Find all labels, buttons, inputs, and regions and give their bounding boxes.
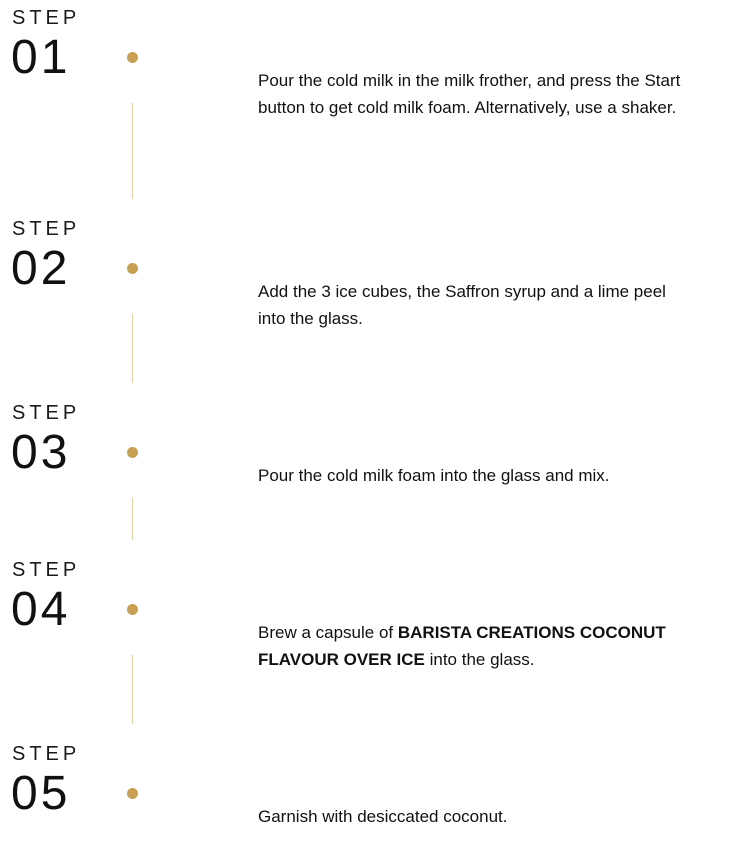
step-description-text: into the glass. <box>424 650 535 669</box>
timeline-dot-icon <box>127 788 138 799</box>
step-description-text: Brew a capsule of <box>258 623 398 642</box>
step-label: STEP <box>12 743 81 765</box>
timeline-dot-icon <box>127 604 138 615</box>
step-label: STEP <box>12 402 81 424</box>
step-number: 02 <box>11 242 71 295</box>
timeline-connector <box>132 103 133 199</box>
step-number: 03 <box>11 426 71 479</box>
step-number: 04 <box>11 583 71 636</box>
timeline-dot-icon <box>127 52 138 63</box>
step-number: 05 <box>11 767 71 820</box>
step-description: Pour the cold milk in the milk frother, and press the Start button to get cold milk foam. Alternatively, use a shaker. <box>258 71 681 117</box>
step-description <box>258 619 688 673</box>
step-description: Pour the cold milk foam into the glass and mix. <box>258 466 610 485</box>
step-description: Add the 3 ice cubes, the Saffron syrup and a lime peel into the glass. <box>258 282 666 328</box>
step-label: STEP <box>12 7 81 29</box>
timeline-dot-icon <box>127 447 138 458</box>
step-description: Garnish with desiccated coconut. <box>258 807 508 826</box>
timeline-connector <box>132 655 133 724</box>
step-label: STEP <box>12 218 81 240</box>
timeline-dot-icon <box>127 263 138 274</box>
product-name: BARISTA CREATIONS COCONUT FLAVOUR OVER ICE <box>258 623 666 669</box>
timeline-connector <box>132 498 133 540</box>
step-number: 01 <box>11 31 71 84</box>
timeline-connector <box>132 314 133 383</box>
step-label: STEP <box>12 559 81 581</box>
